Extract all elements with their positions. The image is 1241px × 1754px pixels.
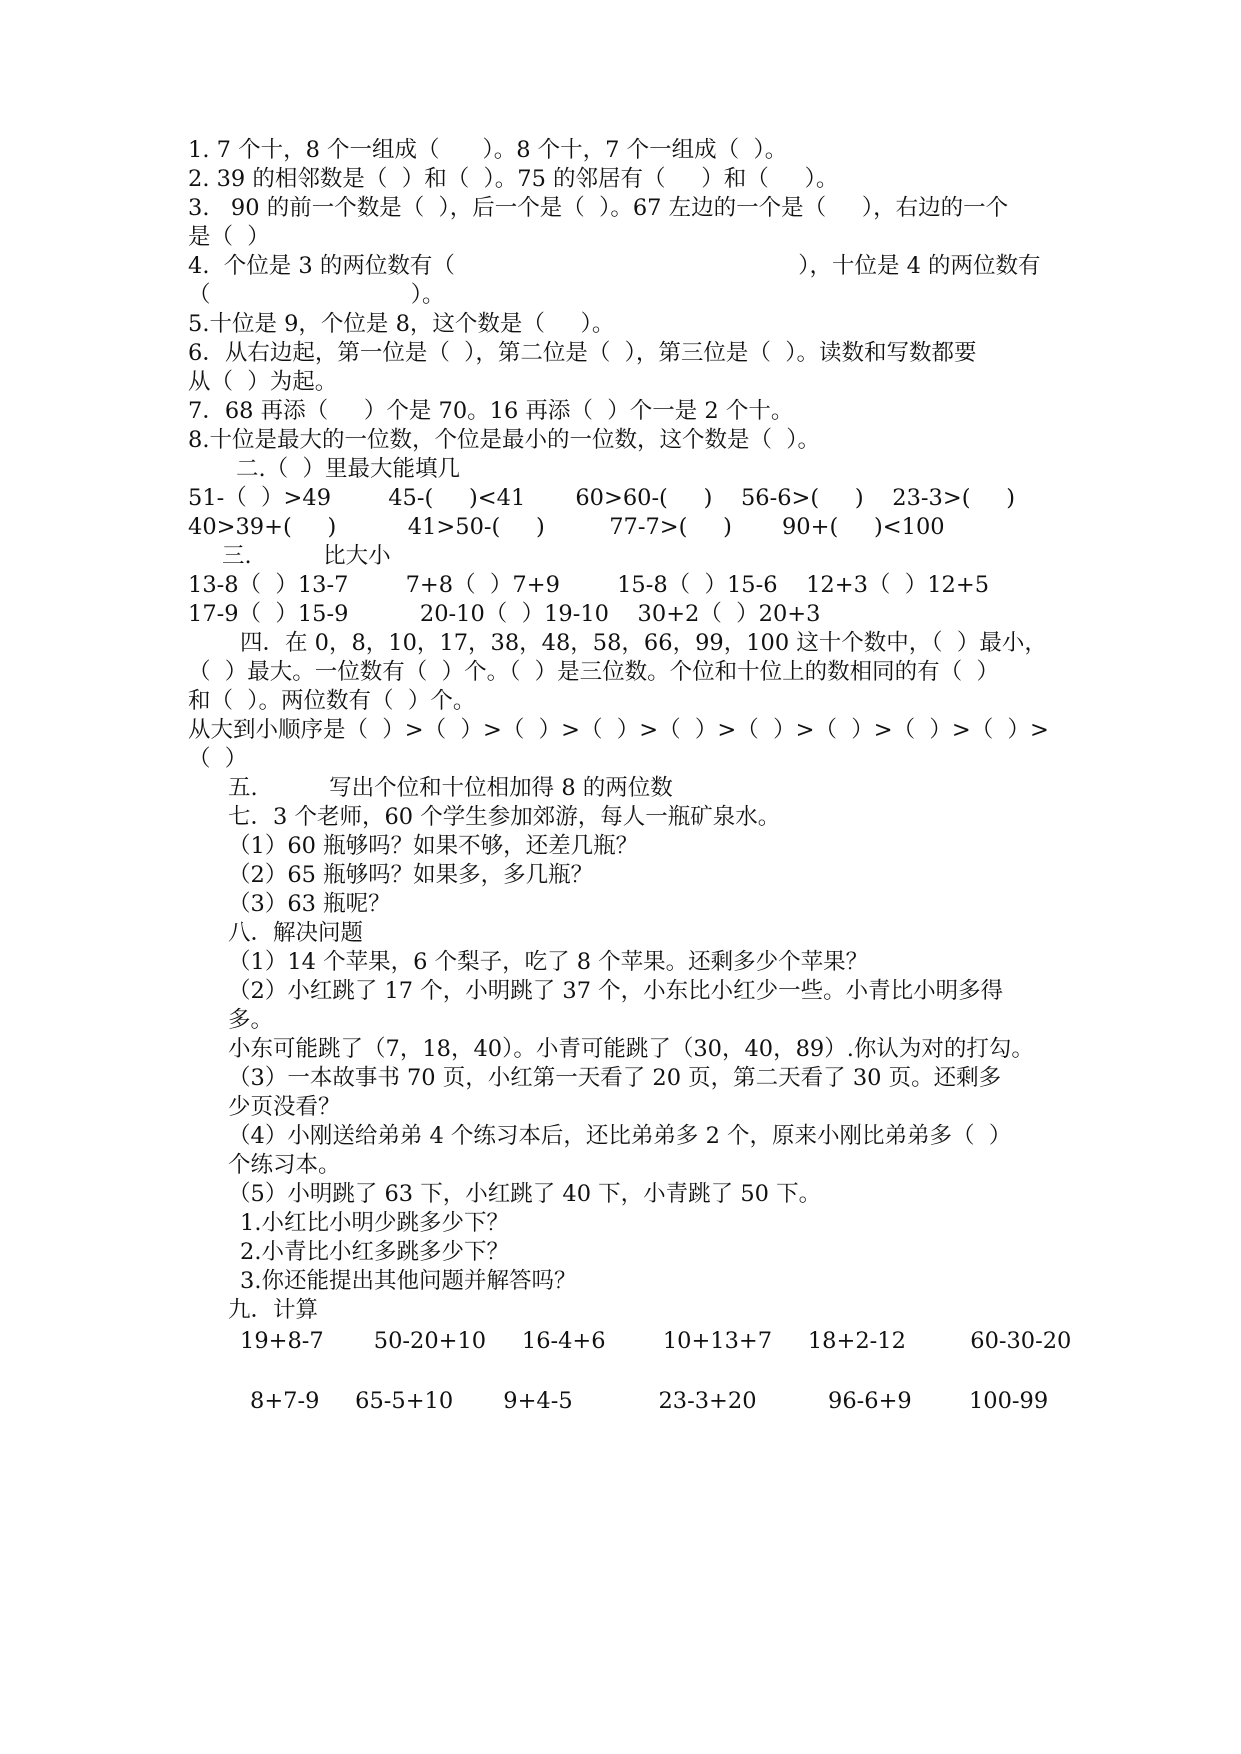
section-2-row-1: 51-（ ）>49 45-( )<41 60>60-( ) 56-6>( ) 23-3>( ) <box>188 485 1016 511</box>
q8-line: 8.十位是最大的一位数，个位是最小的一位数，这个数是（ ）。 <box>188 427 821 453</box>
section-7-q3: （3）63 瓶呢？ <box>228 891 391 917</box>
q3-line: 3. 90 的前一个数是（ ），后一个是（ ）。67 左边的一个是（ ），右边的一个 <box>188 195 1009 221</box>
section-8-q2: （2）小红跳了 17 个，小明跳了 37 个，小东比小红少一些。小青比小明多得 <box>228 978 1004 1004</box>
section-8-q2-choices: 小东可能跳了（7，18，40）。小青可能跳了（30，40，89）.你认为对的打勾。 <box>228 1036 1034 1062</box>
section-8-q4: （4）小刚送给弟弟 4 个练习本后，还比弟弟多 2 个，原来小刚比弟弟多（ ） <box>228 1123 1012 1149</box>
q4-line-cont: （ ）。 <box>188 282 445 308</box>
section-2-heading: 二.（ ）里最大能填几 <box>236 456 460 482</box>
section-4-line-3: 和（ ）。两位数有（ ）个。 <box>188 688 476 714</box>
section-9-heading: 九．计算 <box>228 1297 319 1323</box>
q5-line: 5.十位是 9，个位是 8，这个数是（ ）。 <box>188 311 615 337</box>
section-8-q3: （3）一本故事书 70 页，小红第一天看了 20 页，第二天看了 30 页。还剩多 <box>228 1065 1002 1091</box>
section-8-heading: 八．解决问题 <box>228 920 364 946</box>
section-2-row-2: 40>39+( ) 41>50-( ) 77-7>( ) 90+( )<100 <box>188 514 945 540</box>
calc-row-2: 8+7-9 65-5+10 9+4-5 23-3+20 96-6+9 100-99 <box>250 1388 1049 1414</box>
section-7-q2: （2）65 瓶够吗？如果多，多几瓶？ <box>228 862 594 888</box>
section-4-line-2: （ ）最大。一位数有（ ）个。（ ）是三位数。个位和十位上的数相同的有（ ） <box>188 659 999 685</box>
section-7-heading: 七．3 个老师，60 个学生参加郊游，每人一瓶矿泉水。 <box>228 804 781 830</box>
section-8-q5-sub2: 2.小青比小红多跳多少下？ <box>240 1239 509 1265</box>
section-8-q5-sub3: 3.你还能提出其他问题并解答吗？ <box>240 1268 577 1294</box>
q4-line: 4. 个位是 3 的两位数有（ ），十位是 4 的两位数有 <box>188 253 1041 279</box>
section-4-line-1: 四．在 0，8，10，17，38，48，58，66，99，100 这十个数中，（ ）最小， <box>240 630 1047 656</box>
q2-line: 2. 39 的相邻数是（ ）和（ ）。75 的邻居有（ ）和（ ）。 <box>188 166 839 192</box>
section-8-q2-cont: 多。 <box>228 1007 274 1033</box>
section-5-heading: 五. 写出个位和十位相加得 8 的两位数 <box>228 775 673 801</box>
q1-line: 1. 7 个十，8 个一组成（ ）。8 个十，7 个一组成（ ）。 <box>188 137 788 163</box>
section-3-heading: 三. 比大小 <box>222 543 391 569</box>
section-7-q1: （1）60 瓶够吗？如果不够，还差几瓶？ <box>228 833 639 859</box>
section-8-q5: （5）小明跳了 63 下，小红跳了 40 下，小青跳了 50 下。 <box>228 1181 822 1207</box>
ordering-line-cont: （ ） <box>188 746 248 772</box>
section-8-q4-cont: 个练习本。 <box>228 1152 341 1178</box>
q6-line-cont: 从（ ）为起。 <box>188 369 338 395</box>
section-8-q3-cont: 少页没看？ <box>228 1094 341 1120</box>
ordering-line: 从大到小顺序是（ ）>（ ）>（ ）>（ ）>（ ）>（ ）>（ ）>（ ）>（ ）> <box>188 717 1049 743</box>
q6-line: 6．从右边起，第一位是（ ），第二位是（ ），第三位是（ ）。读数和写数都要 <box>188 340 977 366</box>
section-3-row-1: 13-8（ ）13-7 7+8（ ）7+9 15-8（ ）15-6 12+3（ ）12+5 <box>188 572 990 598</box>
q7-line: 7．68 再添（ ）个是 70。16 再添（ ）个一是 2 个十。 <box>188 398 794 424</box>
calc-row-1: 19+8-7 50-20+10 16-4+6 10+13+7 18+2-12 60-30-20 <box>240 1328 1072 1354</box>
section-3-row-2: 17-9（ ）15-9 20-10（ ）19-10 30+2（ ）20+3 <box>188 601 821 627</box>
section-8-q1: （1）14 个苹果，6 个梨子，吃了 8 个苹果。还剩多少个苹果？ <box>228 949 869 975</box>
q3-line-cont: 是（ ） <box>188 224 270 250</box>
section-8-q5-sub1: 1.小红比小明少跳多少下？ <box>240 1210 509 1236</box>
